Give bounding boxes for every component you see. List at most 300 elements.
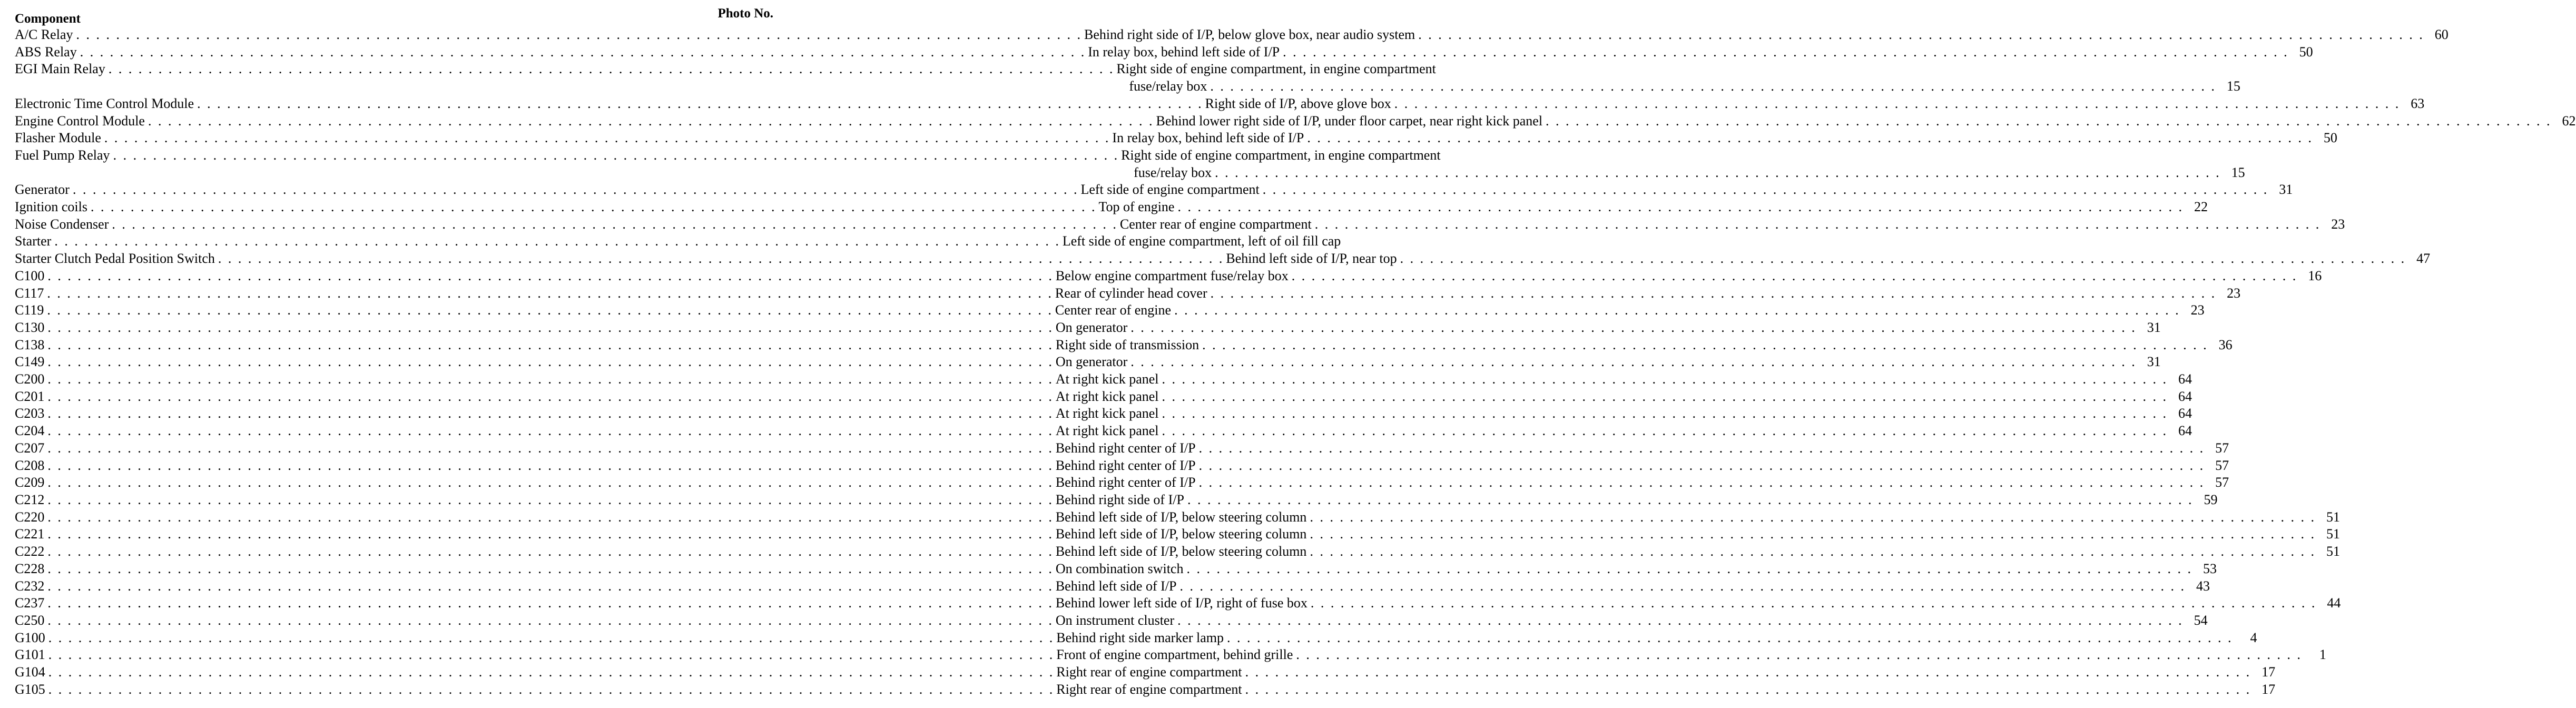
photo-cell xyxy=(2193,491,2217,509)
component-name: Starter xyxy=(15,233,52,249)
dot-leader xyxy=(105,61,1115,78)
location-text: Behind left side of I/P xyxy=(1055,578,1177,594)
photo-cell xyxy=(2168,388,2192,406)
dot-leader xyxy=(1207,78,2216,95)
location-cell xyxy=(1056,664,2251,681)
location-cell xyxy=(1063,233,1341,250)
location-cell xyxy=(1116,61,2216,95)
dot-leader xyxy=(44,337,1054,354)
dot-leader xyxy=(44,543,1054,560)
component-name: Generator xyxy=(15,182,70,198)
photo-number: 15 xyxy=(2231,164,2245,180)
table-row xyxy=(15,353,2161,371)
dot-leader xyxy=(44,285,1053,302)
dot-leader xyxy=(1293,646,2302,664)
table-row xyxy=(15,664,2276,681)
photo-number: 17 xyxy=(2262,681,2276,697)
location-line xyxy=(1120,216,2321,233)
location-line xyxy=(1121,164,2221,182)
location-text: In relay box, behind left side of I/P xyxy=(1112,130,1304,146)
location-text: On generator xyxy=(1055,354,1128,370)
component-name: Noise Condenser xyxy=(15,216,109,232)
component-cell xyxy=(15,130,1110,147)
photo-cell xyxy=(2216,61,2240,95)
component-name: C228 xyxy=(15,560,45,576)
component-cell xyxy=(15,664,1054,681)
location-cell xyxy=(1056,457,2205,475)
dot-leader xyxy=(1171,302,2180,319)
location-cell xyxy=(1056,319,2137,337)
table-row xyxy=(15,181,2293,199)
table-row xyxy=(15,302,2205,319)
dot-leader xyxy=(1212,164,2221,182)
component-name: Starter Clutch Pedal Position Switch xyxy=(15,251,215,267)
table-row xyxy=(15,130,2337,147)
component-cell xyxy=(15,491,1054,509)
component-cell xyxy=(15,250,1224,268)
location-cell xyxy=(1156,113,2551,130)
table-row xyxy=(15,630,2257,647)
dot-leader xyxy=(70,181,1079,199)
location-cell xyxy=(1056,337,2208,354)
table-row xyxy=(15,646,2326,664)
location-line xyxy=(1056,371,2168,388)
dot-leader xyxy=(1207,285,2217,302)
location-line xyxy=(1055,302,2180,319)
location-line xyxy=(1056,422,2168,440)
photo-cell xyxy=(2268,181,2293,199)
component-cell xyxy=(15,337,1054,354)
location-cell xyxy=(1056,422,2168,440)
table-row xyxy=(15,543,2340,560)
photo-number: 64 xyxy=(2178,423,2192,439)
photo-number: 62 xyxy=(2562,113,2576,129)
dot-leader xyxy=(1196,440,2205,457)
location-line xyxy=(1056,474,2205,491)
location-cell xyxy=(1056,371,2168,388)
location-text: Behind left side of I/P, below steering column xyxy=(1055,509,1307,525)
dot-leader xyxy=(1260,181,2269,199)
component-cell xyxy=(15,216,1118,233)
dot-leader xyxy=(45,630,1055,647)
photo-number: 17 xyxy=(2262,664,2276,680)
photo-number: 50 xyxy=(2299,44,2313,60)
component-name: Electronic Time Control Module xyxy=(15,95,194,111)
photo-number: 16 xyxy=(2308,268,2322,283)
dot-leader xyxy=(1159,422,2168,440)
photo-cell xyxy=(2251,681,2275,699)
component-cell xyxy=(15,509,1054,526)
location-line xyxy=(1056,509,2316,526)
photo-number: 23 xyxy=(2227,285,2241,301)
location-line xyxy=(1098,199,2184,216)
component-cell xyxy=(15,595,1054,612)
location-line xyxy=(1205,95,2401,113)
dot-leader xyxy=(44,405,1054,422)
photo-cell xyxy=(2321,216,2345,233)
location-line xyxy=(1055,285,2216,302)
photo-cell xyxy=(2233,630,2257,647)
component-name: C203 xyxy=(15,406,45,421)
photo-cell xyxy=(2313,130,2337,147)
photo-number: 64 xyxy=(2178,388,2192,404)
component-name: Fuel Pump Relay xyxy=(15,147,110,163)
photo-number: 23 xyxy=(2190,302,2205,318)
photo-number: 43 xyxy=(2196,578,2210,594)
component-name: C222 xyxy=(15,544,45,559)
dot-leader xyxy=(45,664,1055,681)
location-line xyxy=(1056,319,2137,337)
dot-leader xyxy=(44,319,1054,337)
photo-number: 15 xyxy=(2226,78,2240,94)
photo-cell xyxy=(2316,543,2340,560)
photo-cell xyxy=(2289,44,2313,61)
location-text: Center rear of engine xyxy=(1055,302,1172,318)
photo-number: 57 xyxy=(2215,440,2229,456)
photo-number: 50 xyxy=(2323,130,2337,146)
dot-leader xyxy=(1159,388,2168,406)
component-name: C212 xyxy=(15,491,45,507)
location-cell xyxy=(1226,250,2406,268)
location-text: Right side of transmission xyxy=(1055,337,1199,352)
location-cell xyxy=(1056,543,2316,560)
dot-leader xyxy=(87,199,1097,216)
photo-number: 57 xyxy=(2215,457,2229,473)
table-row xyxy=(15,405,2192,422)
table-row xyxy=(15,595,2341,612)
location-text: Behind right side marker lamp xyxy=(1056,630,1224,645)
dot-leader xyxy=(1306,509,2316,526)
photo-cell xyxy=(2406,250,2430,268)
component-name: Ignition coils xyxy=(15,199,87,215)
photo-number: 31 xyxy=(2279,182,2293,198)
dot-leader xyxy=(44,388,1054,406)
location-text: Center rear of engine compartment xyxy=(1119,216,1312,232)
dot-leader xyxy=(44,595,1054,612)
component-name: G104 xyxy=(15,664,45,680)
location-cell xyxy=(1112,130,2313,147)
location-cell xyxy=(1098,199,2184,216)
photo-cell xyxy=(2216,285,2240,302)
location-cell xyxy=(1055,302,2180,319)
location-line xyxy=(1088,44,2288,61)
photo-number: 63 xyxy=(2411,95,2425,111)
dot-leader xyxy=(1184,491,2194,509)
component-cell xyxy=(15,526,1054,543)
photo-number: 44 xyxy=(2327,595,2341,611)
location-line xyxy=(1056,595,2317,612)
photo-cell xyxy=(2316,595,2341,612)
location-line xyxy=(1056,664,2251,681)
table-row xyxy=(15,216,2345,233)
photo-cell xyxy=(2186,578,2210,595)
component-name: C201 xyxy=(15,388,45,404)
component-cell xyxy=(15,113,1154,130)
location-text: Below engine compartment fuse/relay box xyxy=(1055,268,1289,283)
location-text: At right kick panel xyxy=(1055,406,1159,421)
location-text: Top of engine xyxy=(1098,199,1175,215)
table-row xyxy=(15,250,2431,268)
dot-leader xyxy=(77,44,1086,61)
component-name: EGI Main Relay xyxy=(15,61,105,77)
component-cell xyxy=(15,578,1054,595)
dot-leader xyxy=(1242,681,2251,699)
table-row xyxy=(15,681,2276,699)
location-text: At right kick panel xyxy=(1055,371,1159,387)
location-text: Behind left side of I/P, near top xyxy=(1226,251,1397,267)
photo-no-header: Photo No. xyxy=(717,6,773,21)
dot-leader xyxy=(1312,216,2321,233)
location-line xyxy=(1056,578,2186,595)
table-row xyxy=(15,95,2425,113)
component-name: C237 xyxy=(15,595,45,611)
location-line xyxy=(1056,681,2251,699)
location-cell xyxy=(1056,630,2233,647)
location-cell xyxy=(1056,681,2251,699)
location-text: Behind left side of I/P, below steering column xyxy=(1055,544,1307,559)
table-row xyxy=(15,337,2233,354)
location-line xyxy=(1056,526,2316,543)
component-location-table xyxy=(15,26,2576,698)
location-cell xyxy=(1121,147,2221,181)
location-line xyxy=(1056,491,2194,509)
photo-cell xyxy=(2205,474,2229,491)
dot-leader xyxy=(1242,664,2251,681)
component-name: G105 xyxy=(15,681,45,697)
component-cell xyxy=(15,474,1054,491)
location-cell xyxy=(1056,595,2317,612)
dot-leader xyxy=(1174,612,2184,630)
component-name: C221 xyxy=(15,526,45,542)
component-name: G101 xyxy=(15,647,45,663)
dot-leader xyxy=(1289,268,2298,285)
photo-cell xyxy=(2192,560,2217,578)
component-cell xyxy=(15,560,1054,578)
component-name: C204 xyxy=(15,423,45,439)
location-line xyxy=(1080,181,2268,199)
location-text: Right side of I/P, above glove box xyxy=(1205,95,1391,111)
location-text: Right rear of engine compartment xyxy=(1056,681,1242,697)
dot-leader xyxy=(44,560,1054,578)
photo-cell xyxy=(2221,147,2245,181)
dot-leader xyxy=(1307,595,2317,612)
component-name: C209 xyxy=(15,475,45,490)
table-row xyxy=(15,113,2576,130)
photo-number: 51 xyxy=(2326,526,2340,542)
component-cell xyxy=(15,302,1053,319)
component-name: Engine Control Module xyxy=(15,113,145,129)
table-row xyxy=(15,388,2192,406)
component-cell xyxy=(15,371,1054,388)
dot-leader xyxy=(1224,630,2233,647)
location-text: Left side of engine compartment, left of oil fill cap xyxy=(1062,233,1341,249)
location-cell xyxy=(1205,95,2401,113)
location-cell xyxy=(1055,285,2216,302)
component-cell xyxy=(15,95,1203,113)
location-line xyxy=(1084,26,2424,44)
location-line xyxy=(1112,130,2313,147)
dot-leader xyxy=(44,440,1054,457)
component-cell xyxy=(15,319,1054,337)
component-cell xyxy=(15,543,1054,560)
component-cell xyxy=(15,26,1082,44)
dot-leader xyxy=(1306,526,2316,543)
table-row xyxy=(15,440,2229,457)
dot-leader xyxy=(44,526,1054,543)
dot-leader xyxy=(44,422,1054,440)
location-cell xyxy=(1056,491,2194,509)
component-cell xyxy=(15,388,1054,406)
location-text: Rear of cylinder head cover xyxy=(1055,285,1207,301)
location-cell xyxy=(1056,612,2184,630)
photo-number: 1 xyxy=(2319,647,2326,663)
location-line xyxy=(1056,612,2184,630)
dot-leader xyxy=(73,26,1083,44)
dot-leader xyxy=(44,612,1054,630)
dot-leader xyxy=(145,113,1154,130)
photo-cell xyxy=(2400,95,2424,113)
table-row xyxy=(15,578,2210,595)
location-line xyxy=(1121,147,2221,164)
table-row xyxy=(15,371,2192,388)
photo-cell xyxy=(2180,302,2205,319)
dot-leader xyxy=(1176,578,2186,595)
location-cell xyxy=(1056,509,2316,526)
location-cell xyxy=(1120,216,2321,233)
component-name: C119 xyxy=(15,302,44,318)
location-line xyxy=(1056,268,2297,285)
component-cell xyxy=(15,440,1054,457)
photo-number: 57 xyxy=(2215,475,2229,490)
location-text: Behind lower right side of I/P, under floor carpet, near right kick panel xyxy=(1156,113,1543,129)
dot-leader xyxy=(109,216,1118,233)
location-text: In relay box, behind left side of I/P xyxy=(1088,44,1280,60)
table-row xyxy=(15,268,2322,285)
dot-leader xyxy=(44,268,1054,285)
photo-cell xyxy=(2205,457,2229,475)
table-header xyxy=(15,6,773,28)
location-line xyxy=(1226,250,2406,268)
photo-number: 53 xyxy=(2203,560,2217,576)
location-line xyxy=(1056,630,2233,647)
component-name: A/C Relay xyxy=(15,27,73,42)
location-line xyxy=(1056,405,2168,422)
component-cell xyxy=(15,44,1086,61)
photo-cell xyxy=(2424,26,2449,44)
location-line xyxy=(1156,113,2551,130)
photo-cell xyxy=(2316,526,2340,543)
component-cell xyxy=(15,681,1054,699)
dot-leader xyxy=(45,681,1055,699)
component-name: C138 xyxy=(15,337,45,352)
photo-number: 47 xyxy=(2416,251,2431,267)
component-cell xyxy=(15,285,1053,302)
component-name: C208 xyxy=(15,457,45,473)
photo-number: 23 xyxy=(2331,216,2345,232)
component-name: G100 xyxy=(15,630,45,645)
location-text: Behind lower left side of I/P, right of fuse box xyxy=(1055,595,1307,611)
photo-cell xyxy=(2137,353,2161,371)
location-cell xyxy=(1084,26,2424,44)
table-row xyxy=(15,319,2161,337)
table-row xyxy=(15,44,2313,61)
location-line xyxy=(1056,440,2205,457)
table-row xyxy=(15,560,2217,578)
component-cell xyxy=(15,147,1119,164)
table-row xyxy=(15,233,1341,250)
photo-number: 31 xyxy=(2147,354,2161,370)
dot-leader xyxy=(44,302,1053,319)
location-line xyxy=(1116,61,2216,78)
location-text: On generator xyxy=(1055,319,1128,335)
photo-number: 31 xyxy=(2147,319,2161,335)
location-cell xyxy=(1056,578,2186,595)
table-row xyxy=(15,491,2218,509)
component-cell xyxy=(15,353,1054,371)
location-cell xyxy=(1056,388,2168,406)
component-cell xyxy=(15,630,1054,647)
photo-cell xyxy=(2316,509,2340,526)
photo-number: 4 xyxy=(2250,630,2257,645)
location-line xyxy=(1063,233,1341,250)
location-text: Behind right center of I/P xyxy=(1055,475,1196,490)
location-text: On instrument cluster xyxy=(1055,612,1175,628)
dot-leader xyxy=(1199,337,2208,354)
dot-leader xyxy=(1183,560,2192,578)
component-name: ABS Relay xyxy=(15,44,77,60)
photo-number: 36 xyxy=(2218,337,2233,352)
component-name: C100 xyxy=(15,268,45,283)
table-row xyxy=(15,147,2245,181)
location-cell xyxy=(1056,526,2316,543)
table-row xyxy=(15,612,2208,630)
table-row xyxy=(15,422,2192,440)
dot-leader xyxy=(1306,543,2316,560)
dot-leader xyxy=(44,371,1054,388)
location-text: fuse/relay box xyxy=(1129,78,1207,94)
component-name: C250 xyxy=(15,612,45,628)
location-text: Left side of engine compartment xyxy=(1080,182,1260,198)
photo-cell xyxy=(2251,664,2275,681)
photo-cell xyxy=(2552,113,2576,130)
photo-number: 60 xyxy=(2434,27,2449,42)
location-text: Right side of engine compartment, in engine compartment xyxy=(1121,147,1441,163)
photo-cell xyxy=(2205,440,2229,457)
component-name: C130 xyxy=(15,319,45,335)
location-text: Behind right center of I/P xyxy=(1055,440,1196,456)
dot-leader xyxy=(44,578,1054,595)
location-line xyxy=(1056,560,2192,578)
location-text: fuse/relay box xyxy=(1134,164,1212,180)
table-row xyxy=(15,26,2449,44)
component-name: C220 xyxy=(15,509,45,525)
location-cell xyxy=(1080,181,2268,199)
dot-leader xyxy=(51,233,1060,250)
photo-cell xyxy=(2168,371,2192,388)
component-cell xyxy=(15,612,1054,630)
photo-number: 54 xyxy=(2194,612,2208,628)
location-text: Right side of engine compartment, in engine compartment xyxy=(1116,61,1436,77)
dot-leader xyxy=(1196,474,2205,491)
photo-number: 64 xyxy=(2178,406,2192,421)
photo-spacer xyxy=(2216,61,2240,78)
photo-cell xyxy=(2208,337,2233,354)
dot-leader xyxy=(44,353,1054,371)
location-text: At right kick panel xyxy=(1055,423,1159,439)
dot-leader xyxy=(1127,319,2137,337)
dot-leader xyxy=(1304,130,2313,147)
table-row xyxy=(15,474,2229,491)
